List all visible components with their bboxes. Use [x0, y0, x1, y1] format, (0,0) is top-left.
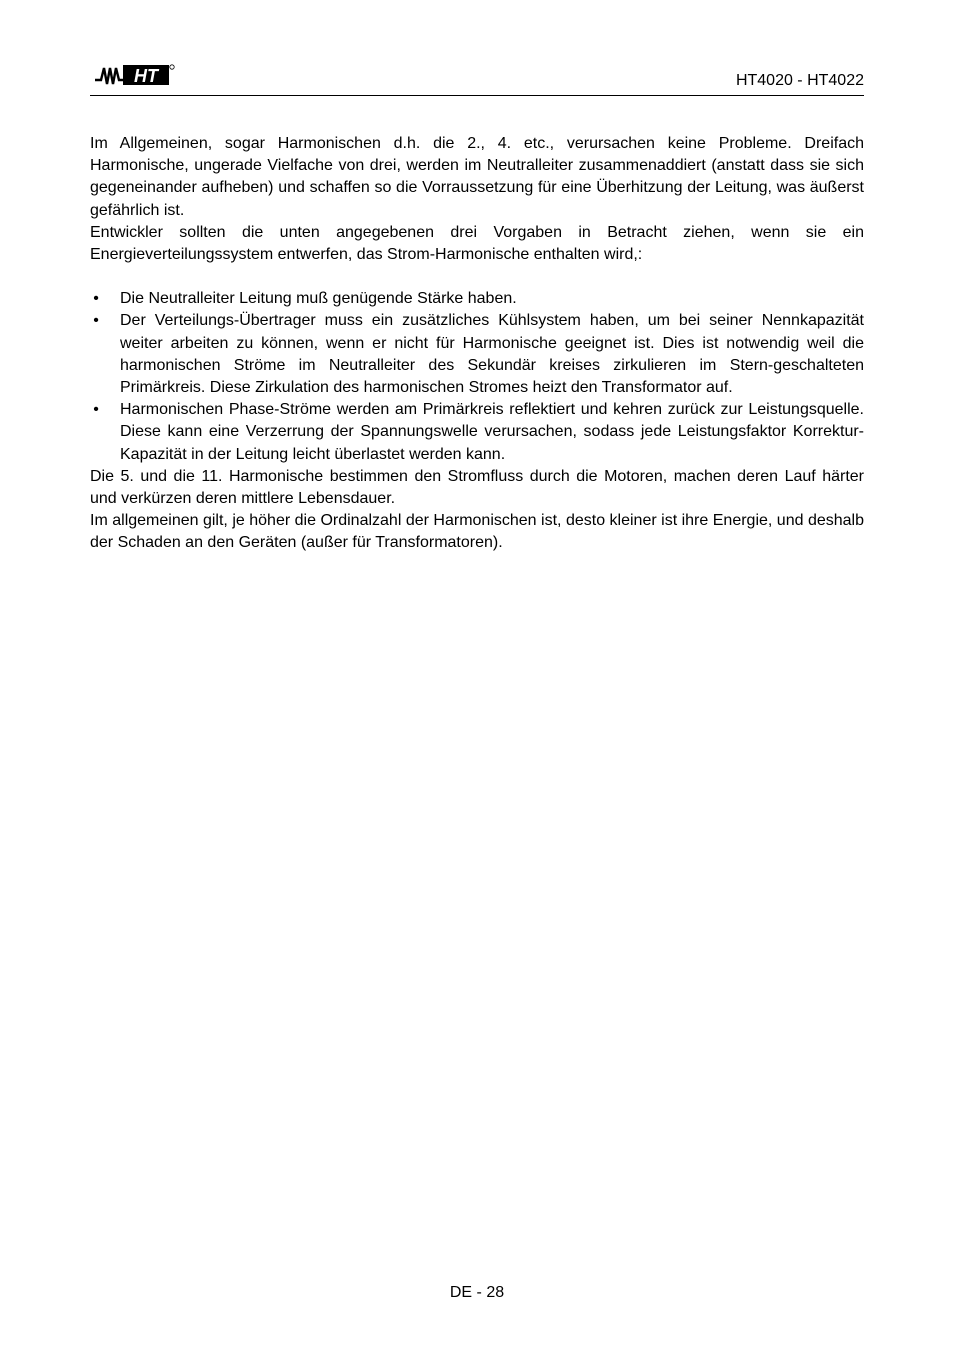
list-item — [90, 288, 864, 310]
page-number: DE - 28 — [449, 1284, 505, 1301]
list-item — [90, 310, 864, 399]
list-item — [90, 399, 864, 466]
paragraph-harmonic-energy: Im allgemeinen gilt, je höher die Ordinalzahl der Harmonischen ist, desto kleiner ist ihre Energie, und deshalb der Schaden an den Geräten (außer für Transformatoren). — [90, 512, 864, 552]
bullet-icon: • — [93, 401, 99, 419]
list-item-text: Die Neutralleiter Leitung muß genügende Stärke haben. — [120, 290, 517, 308]
list-item-text: Harmonischen Phase-Ströme werden am Primärkreis reflektiert und kehren zurück zur Leistungsquelle. Diese kann eine Verzerrung der Spannungswelle verursachen, sodass jede Leistungsfaktor Korrektur-Kapazität in der Leitung leicht überlastet werden kann. — [120, 401, 864, 463]
list-item-text: Der Verteilungs-Übertrager muss ein zusätzliches Kühlsystem haben, um bei seiner Nennkapazität weiter arbeiten zu können, wenn er nicht für Harmonische geeignet ist. Dies ist notwendig weil die harmonischen Ströme im Neutralleiter des Sekundär kreises zirkulieren im Stern-geschalteten Primärkreis. Diese Zirkulation des harmonischen Stromes heizt den Transformator auf. — [120, 312, 864, 397]
paragraph-developer-advice: Entwickler sollten die unten angegebenen drei Vorgaben in Betracht ziehen, wenn sie ein Energieverteilungssystem entwerfen, das Strom-Harmonische enthalten wird,: — [90, 223, 864, 264]
paragraph-motor-harmonics: Die 5. und die 11. Harmonische bestimmen den Stromfluss durch die Motoren, machen deren Lauf härter und verkürzen deren mittlere Lebensdauer. — [90, 467, 864, 508]
svg-text:HT: HT — [134, 66, 158, 86]
spacer — [90, 266, 864, 288]
page-header — [90, 60, 864, 96]
bullet-list — [90, 288, 864, 466]
bullet-icon: • — [93, 290, 99, 308]
model-name: HT4020 - HT4022 — [735, 72, 864, 89]
document-body — [90, 133, 864, 555]
bullet-icon: • — [93, 312, 99, 330]
ht-logo-icon — [93, 62, 175, 88]
paragraph-harmonics-intro: Im Allgemeinen, sogar Harmonischen d.h. die 2., 4. etc., verursachen keine Probleme. Dreifach Harmonische, ungerade Vielfache von drei, werden im Neutralleiter zusammenaddiert (anstatt dass sie sich gegeneinander aufheben) und schaffen so die Vorraussetzung für eine Überhitzung der Leitung, was äußerst gefährlich ist. — [90, 135, 864, 219]
